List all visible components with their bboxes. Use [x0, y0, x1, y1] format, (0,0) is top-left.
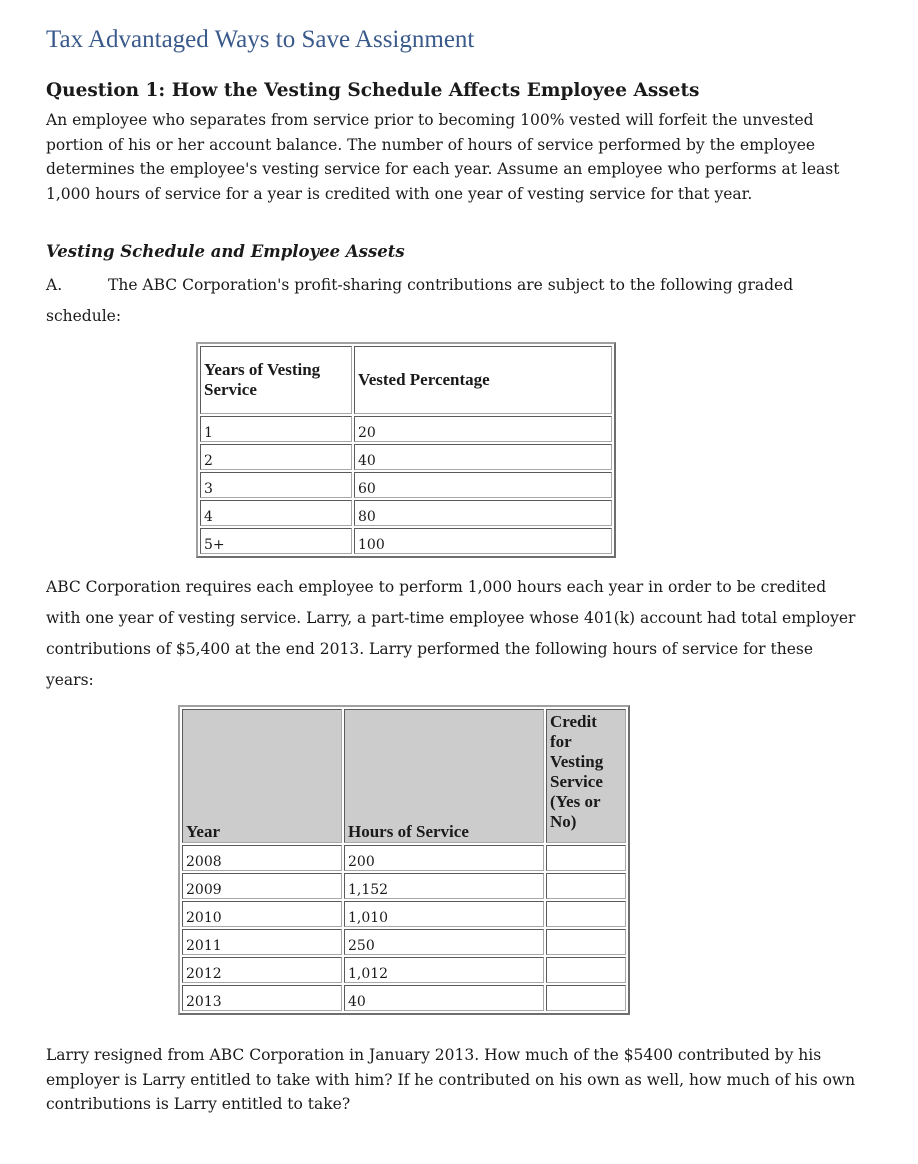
year-cell: 2012 — [182, 957, 342, 983]
percentage-cell: 80 — [354, 500, 612, 526]
years-cell: 4 — [200, 500, 352, 526]
table-header-row — [200, 346, 612, 414]
part-a-label: A. — [46, 276, 63, 294]
percentage-cell: 40 — [354, 444, 612, 470]
table-row — [182, 929, 626, 955]
year-cell: 2013 — [182, 985, 342, 1011]
year-cell: 2008 — [182, 845, 342, 871]
year-cell: 2010 — [182, 901, 342, 927]
hours-cell: 1,012 — [344, 957, 544, 983]
credit-cell — [546, 901, 626, 927]
table-row — [200, 500, 612, 526]
column-header-year: Year — [182, 709, 342, 843]
years-cell: 5+ — [200, 528, 352, 554]
hours-of-service-table — [178, 705, 630, 1015]
credit-cell — [546, 845, 626, 871]
part-a-text: The ABC Corporation's profit-sharing contributions are subject to the following graded schedule: — [46, 276, 794, 325]
years-cell: 2 — [200, 444, 352, 470]
table-row — [182, 957, 626, 983]
credit-cell — [546, 873, 626, 899]
years-cell: 1 — [200, 416, 352, 442]
percentage-cell: 100 — [354, 528, 612, 554]
year-cell: 2011 — [182, 929, 342, 955]
table-row — [182, 985, 626, 1011]
vesting-schedule-table — [196, 342, 616, 558]
table-row — [200, 472, 612, 498]
credit-cell — [546, 957, 626, 983]
question-heading: Question 1: How the Vesting Schedule Affects Employee Assets — [46, 80, 700, 101]
year-cell: 2009 — [182, 873, 342, 899]
credit-cell — [546, 929, 626, 955]
percentage-cell: 20 — [354, 416, 612, 442]
part-a-paragraph — [46, 270, 858, 332]
document-title: Tax Advantaged Ways to Save Assignment — [46, 26, 475, 53]
column-header-hours: Hours of Service — [344, 709, 544, 843]
hours-cell: 250 — [344, 929, 544, 955]
column-header-percentage: Vested Percentage — [354, 346, 612, 414]
table-row — [182, 845, 626, 871]
table-header-row — [182, 709, 626, 843]
scenario-paragraph: ABC Corporation requires each employee to perform 1,000 hours each year in order to be credited with one year of vesting service. Larry, a part-time employee whose 401(k) account had total employer contributions of $5,400 at the end 2013. Larry performed the following hours of service for these years: — [46, 578, 856, 689]
years-cell: 3 — [200, 472, 352, 498]
hours-cell: 200 — [344, 845, 544, 871]
table-row — [182, 901, 626, 927]
hours-cell: 40 — [344, 985, 544, 1011]
section-subheading: Vesting Schedule and Employee Assets — [46, 242, 405, 261]
question-paragraph: Larry resigned from ABC Corporation in January 2013. How much of the $5400 contributed by his employer is Larry entitled to take with him? If he contributed on his own as well, how much of his own contributions is Larry entitled to take? — [46, 1046, 856, 1113]
table-row — [200, 528, 612, 554]
percentage-cell: 60 — [354, 472, 612, 498]
credit-cell — [546, 985, 626, 1011]
table-row — [200, 416, 612, 442]
column-header-years: Years of Vesting Service — [200, 346, 352, 414]
table-row — [182, 873, 626, 899]
hours-cell: 1,010 — [344, 901, 544, 927]
column-header-credit: Credit for Vesting Service (Yes or No) — [546, 709, 626, 843]
intro-paragraph: An employee who separates from service prior to becoming 100% vested will forfeit the unvested portion of his or her account balance. The number of hours of service performed by the employee determines the employee's vesting service for each year. Assume an employee who performs at least 1,000 hours of service for a year is credited with one year of vesting service for that year. — [46, 111, 840, 203]
table-row — [200, 444, 612, 470]
hours-cell: 1,152 — [344, 873, 544, 899]
